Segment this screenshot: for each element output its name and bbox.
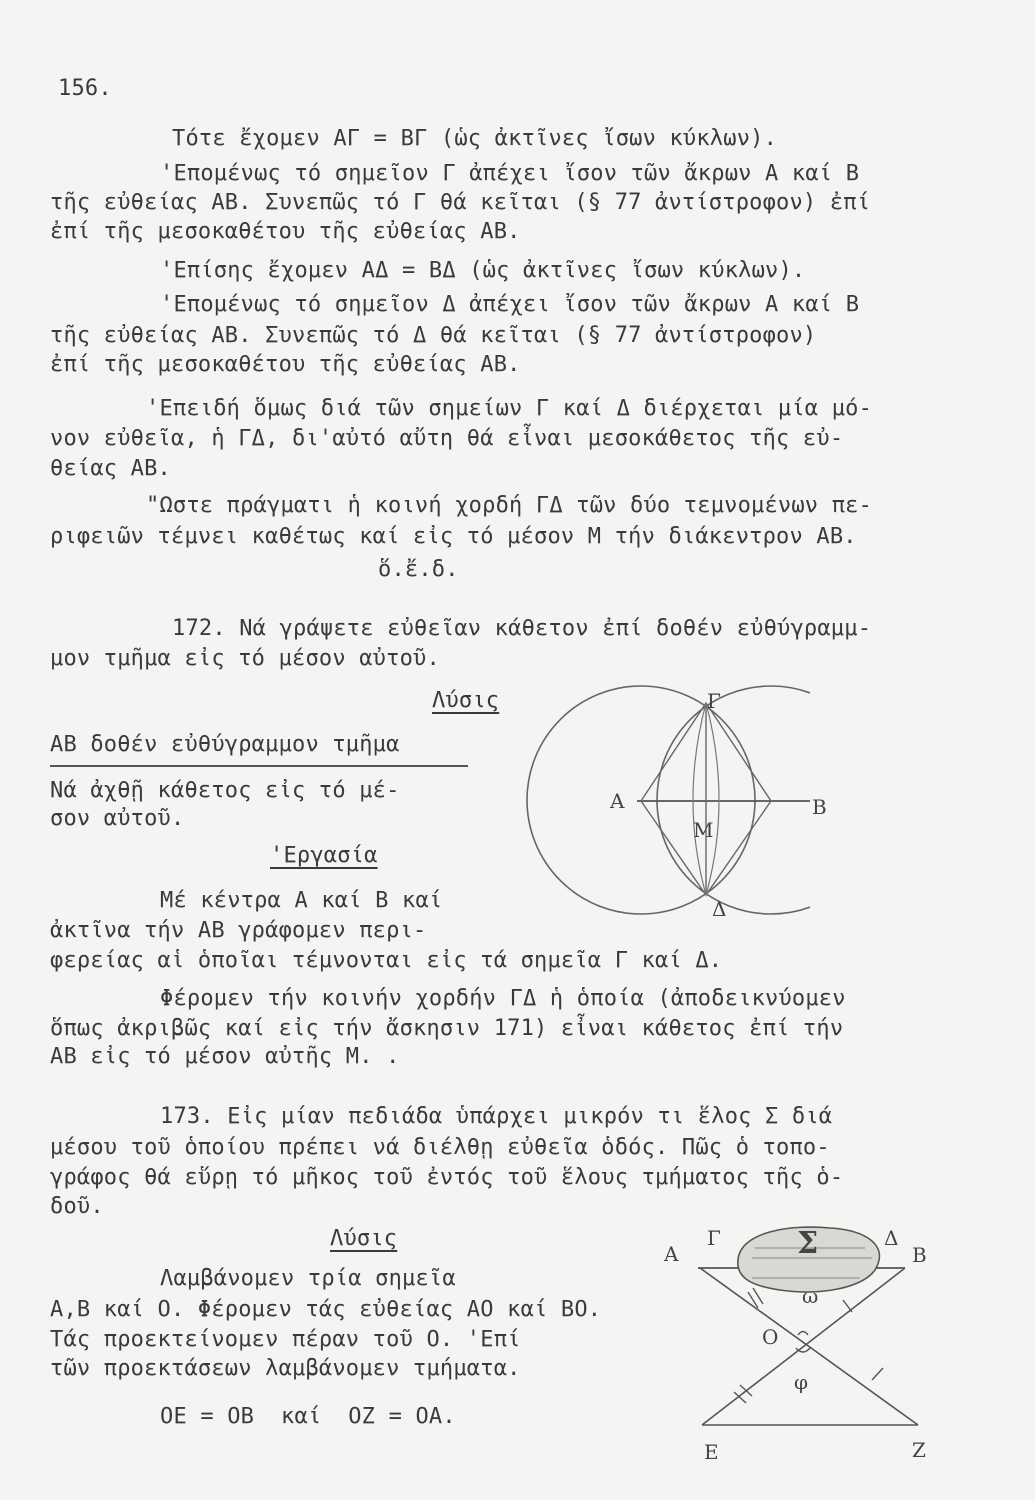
text-line: 'Επομένως τό σημεῖον Γ ἀπέχει ἴσον τῶν ἄκρων Α καί Β — [160, 161, 860, 186]
text-line: 'Επίσης ἔχομεν ΑΔ = ΒΔ (ὡς ἀκτῖνες ἴσων κύκλων). — [160, 258, 806, 283]
text-line: μον τμῆμα εἰς τό μέσον αὐτοῦ. — [50, 646, 440, 671]
angle-omega-arc — [798, 1332, 808, 1336]
text-line: ἀκτῖνα τήν ΑΒ γράφομεν περι- — [50, 918, 427, 943]
text-line: ριφειῶν τέμνει καθέτως καί εἰς τό μέσον Μ τήν διάκεντρον ΑΒ. — [50, 524, 857, 549]
text-line: μέσου τοῦ ὁποίου πρέπει νά διέλθῃ εὐθεῖα ὁδός. Πῶς ὁ τοπο- — [50, 1135, 830, 1160]
text-line: τῆς εὐθείας ΑΒ. Συνεπῶς τό Δ θά κεῖται (§ 77 ἀντίστροφον) — [50, 323, 817, 348]
circle-b — [657, 686, 810, 914]
label-delta-2: Δ — [884, 1226, 899, 1250]
label-delta: Δ — [712, 897, 727, 921]
text-line: τῆς εὐθείας ΑΒ. Συνεπῶς τό Γ θά κεῖται (§ 77 ἀντίστροφον) ἐπί — [50, 190, 871, 215]
solution-heading: Λύσις — [432, 688, 500, 713]
text-line: Τάς προεκτείνομεν πέραν τοῦ Ο. 'Επί — [50, 1327, 521, 1352]
text-line: Τότε ἔχομεν ΑΓ = ΒΓ (ὡς ἀκτῖνες ἴσων κύκλων). — [172, 126, 778, 151]
label-gamma-2: Γ — [707, 1226, 721, 1250]
tick-mark — [734, 1392, 746, 1403]
text-line: Μέ κέντρα Α καί Β καί — [160, 888, 443, 913]
qed-mark: ὅ.ἔ.δ. — [378, 557, 459, 582]
text-line: ΑΒ εἰς τό μέσον αὐτῆς Μ. . — [50, 1044, 400, 1069]
tick-mark — [872, 1368, 883, 1380]
page-number: 156. — [58, 76, 112, 101]
label-beta-2: Β — [912, 1243, 927, 1267]
text-line: ὅπως ἀκριβῶς καί εἰς τήν ἄσκησιν 171) εἶναι κάθετος ἐπί τήν — [50, 1016, 844, 1041]
text-line: γράφος θά εὕρῃ τό μῆκος τοῦ ἐντός τοῦ ἕλους τμήματος τῆς ὁ- — [50, 1165, 844, 1190]
tick-mark — [843, 1300, 852, 1312]
given-divider — [50, 765, 468, 767]
text-line: ΟΕ = ΟΒ καί ΟΖ = ΟΑ. — [160, 1404, 456, 1429]
label-omega: ω — [802, 1284, 819, 1308]
text-line: "Ωστε πράγματι ἡ κοινή χορδή ΓΔ τῶν δύο τεμνομένων πε- — [146, 493, 873, 518]
work-heading: 'Εργασία — [270, 843, 378, 868]
text-line: νον εὐθεῖα, ἡ ΓΔ, δι'αὐτό αὔτη θά εἶναι μεσοκάθετος τῆς εὐ- — [50, 426, 844, 451]
label-zeta: Ζ — [912, 1438, 926, 1462]
text-line: Λαμβάνομεν τρία σημεῖα — [160, 1266, 456, 1291]
text-line: 'Επειδή ὅμως διά τῶν σημείων Γ καί Δ διέρχεται μία μό- — [146, 396, 873, 421]
label-phi: φ — [794, 1370, 809, 1394]
text-line: τῶν προεκτάσεων λαμβάνομεν τμήματα. — [50, 1356, 521, 1381]
label-sigma-marsh: Σ — [797, 1226, 819, 1261]
solution-heading: Λύσις — [330, 1226, 398, 1251]
exercise-173: 173. Εἰς μίαν πεδιάδα ὑπάρχει μικρόν τι ἕλος Σ διά — [160, 1104, 833, 1129]
text-line: δοῦ. — [50, 1194, 104, 1219]
text-line: ἐπί τῆς μεσοκαθέτου τῆς εὐθείας ΑΒ. — [50, 352, 521, 377]
text-line: 'Επομένως τό σημεῖον Δ ἀπέχει ἴσον τῶν ἄκρων Α καί Β — [160, 292, 860, 317]
label-alpha: Α — [610, 789, 625, 813]
text-line: θείας ΑΒ. — [50, 456, 172, 481]
label-omicron: Ο — [762, 1325, 779, 1349]
label-gamma: Γ — [707, 689, 721, 713]
given-statement: ΑΒ δοθέν εὐθύγραμμον τμῆμα — [50, 732, 400, 757]
to-prove: Νά ἀχθῇ κάθετος εἰς τό μέ- — [50, 778, 400, 803]
text-line: φερείας αἱ ὁποῖαι τέμνονται εἰς τά σημεῖα Γ καί Δ. — [50, 948, 723, 973]
text-line: ἐπί τῆς μεσοκαθέτου τῆς εὐθείας ΑΒ. — [50, 219, 521, 244]
figure-intersecting-circles — [510, 670, 810, 930]
text-line: Φέρομεν τήν κοινήν χορδήν ΓΔ ἡ ὁποία (ἀποδεικνύομεν — [160, 986, 846, 1011]
label-beta: Β — [812, 795, 827, 819]
exercise-172: 172. Νά γράψετε εὐθεῖαν κάθετον ἐπί δοθέν εὐθύγραμμ- — [172, 616, 872, 641]
text-line: Α,Β καί Ο. Φέρομεν τάς εὐθείας ΑΟ καί ΒΟ. — [50, 1297, 602, 1322]
label-epsilon: Ε — [704, 1440, 719, 1464]
label-alpha-2: Α — [664, 1242, 679, 1266]
label-mu: Μ — [693, 818, 714, 842]
text-line: σον αὐτοῦ. — [50, 806, 185, 831]
